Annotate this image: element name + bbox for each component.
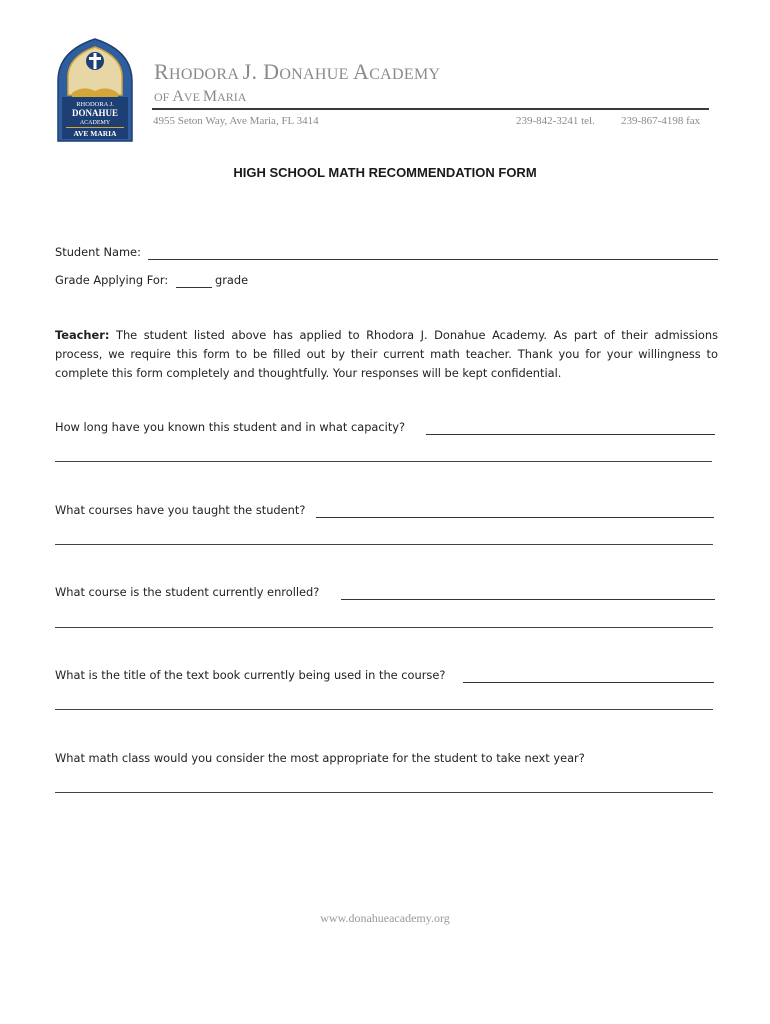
grade-field[interactable]	[176, 275, 212, 288]
teacher-instructions	[55, 326, 718, 383]
academy-subtitle: OF AVE MARIA	[154, 88, 247, 105]
form-title: HIGH SCHOOL MATH RECOMMENDATION FORM	[233, 165, 537, 180]
question-3: What course is the student currently enrolled?	[55, 585, 320, 599]
answer-5-field[interactable]	[55, 792, 713, 793]
logo-text-line1: RHODORA J.	[76, 101, 114, 108]
student-name-label: Student Name:	[55, 245, 141, 259]
fax: 239-867-4198 fax	[621, 115, 701, 127]
answer-2-field-a[interactable]	[316, 505, 714, 518]
website-footer: www.donahueacademy.org	[320, 911, 450, 925]
grade-suffix: grade	[215, 273, 249, 287]
answer-3-field-a[interactable]	[341, 587, 715, 600]
answer-1-field-a[interactable]	[426, 422, 715, 435]
question-5: What math class would you consider the most appropriate for the student to take next year?	[55, 751, 585, 765]
grade-label: Grade Applying For:	[55, 273, 169, 287]
answer-4-field-b[interactable]	[55, 709, 713, 710]
teacher-label: Teacher:	[55, 328, 110, 342]
question-1: How long have you known this student and in what capacity?	[55, 420, 406, 434]
logo-text-line2: DONAHUE	[71, 108, 119, 118]
question-4: What is the title of the text book currently being used in the course?	[55, 668, 446, 682]
phone: 239-842-3241 tel.	[516, 115, 595, 127]
header-rule	[152, 108, 709, 110]
answer-2-field-b[interactable]	[55, 544, 713, 545]
academy-name: RHODORA J. DONAHUE ACADEMY	[154, 59, 441, 84]
answer-1-field-b[interactable]	[55, 461, 712, 462]
student-name-field[interactable]	[148, 247, 718, 260]
logo-text-line4: AVE MARIA	[73, 129, 117, 138]
teacher-text: The student listed above has applied to Rhodora J. Donahue Academy. As part of their admissions process, we require this form to be filled out by their current math teacher. Thank you for your willingness to complete this form completely and thoughtfully. Your responses will be kept confidential.	[55, 328, 719, 380]
logo-text-line3: ACADEMY	[79, 120, 111, 126]
academy-logo	[56, 37, 134, 143]
question-2: What courses have you taught the student?	[55, 503, 306, 517]
address: 4955 Seton Way, Ave Maria, FL 3414	[153, 115, 319, 127]
answer-3-field-b[interactable]	[55, 627, 713, 628]
answer-4-field-a[interactable]	[463, 670, 714, 683]
